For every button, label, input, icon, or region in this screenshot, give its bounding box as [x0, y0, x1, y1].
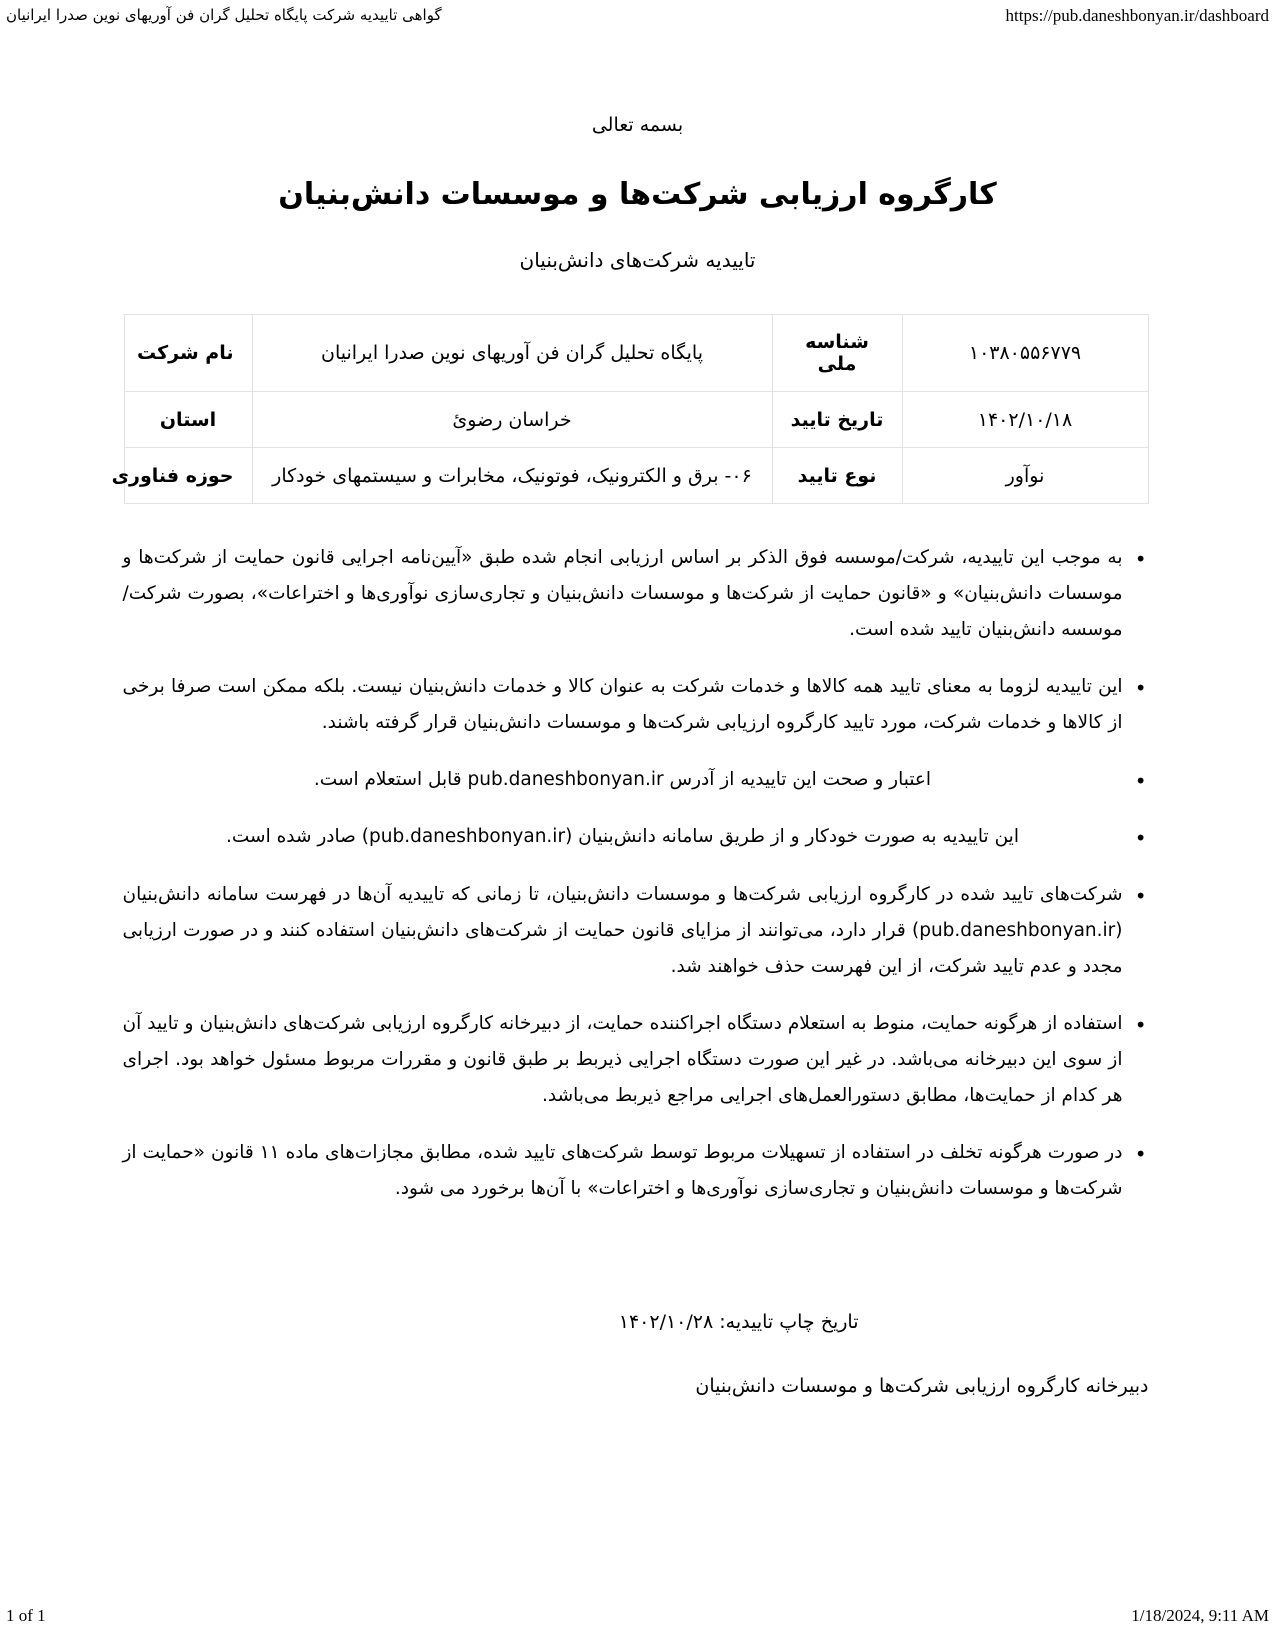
cell-approval-type-label: نوع تایید	[772, 448, 902, 504]
clause-list	[123, 540, 1149, 1207]
list-item: • در صورت هرگونه تخلف در استفاده از تسهیلات مربوط توسط شرکت‌های تایید شده، مطابق مجازات‌های ماده ۱۱ قانون «حمایت از شرکت‌ها و موسسات دانش‌بنیان و تجاری‌سازی نوآوری‌ها و اختراعات» با آن‌ها برخورد می شود.	[123, 1135, 1149, 1207]
print-date: تاریخ چاپ تاییدیه: ۱۴۰۲/۱۰/۲۸	[618, 1311, 859, 1334]
cell-national-id-value: ۱۰۳۸۰۵۵۶۷۷۹	[902, 315, 1148, 392]
cell-technology-field-value: ۰۶- برق و الکترونیک، فوتونیک، مخابرات و سیستمهای خودکار	[252, 448, 772, 504]
list-item: • اعتبار و صحت این تاییدیه از آدرس pub.daneshbonyan.ir قابل استعلام است.	[123, 762, 1149, 798]
print-header-page-title: گواهی تاییدیه شرکت پایگاه تحلیل گران فن آوریهای نوین صدرا ایرانیان	[6, 6, 442, 24]
page-title: کارگروه ارزیابی شرکت‌ها و موسسات دانش‌بنیان	[278, 176, 997, 212]
list-item: • این تاییدیه لزوما به معنای تایید همه کالاها و خدمات شرکت به عنوان کالا و خدمات دانش‌بنیان نیست. بلکه ممکن است صرفا برخی از کالاها و خدمات شرکت، مورد تایید کارگروه ارزیابی شرکت‌ها و موسسات دانش‌بنیان قرار گرفته باشند.	[123, 669, 1149, 741]
print-header-url: https://pub.daneshbonyan.ir/dashboard	[1005, 6, 1269, 25]
table-row	[124, 392, 1148, 448]
cell-approval-type-value: نوآور	[902, 448, 1148, 504]
cell-province-label: استان	[124, 392, 252, 448]
certificate-content	[111, 0, 1149, 1398]
cell-national-id-label: شناسه ملی	[772, 315, 902, 392]
page-subtitle: تاییدیه شرکت‌های دانش‌بنیان	[519, 248, 756, 273]
signature-line: دبیرخانه کارگروه ارزیابی شرکت‌ها و موسسات دانش‌بنیان	[695, 1375, 1149, 1398]
table-row	[124, 448, 1148, 504]
list-item: • این تاییدیه به صورت خودکار و از طریق سامانه دانش‌بنیان (pub.daneshbonyan.ir) صادر شده است.	[123, 819, 1149, 855]
list-item: • شرکت‌های تایید شده در کارگروه ارزیابی شرکت‌ها و موسسات دانش‌بنیان، تا زمانی که تاییدیه آن‌ها در فهرست سامانه دانش‌بنیان (pub.daneshbonyan.ir) قرار دارد، می‌توانند از مزایای قانون حمایت از شرکت‌های دانش‌بنیان استفاده کنند و در صورت ارزیابی مجدد و عدم تایید شرکت، از این فهرست حذف خواهند شد.	[123, 877, 1149, 985]
cell-approval-date-label: تاریخ تایید	[772, 392, 902, 448]
company-info-table	[111, 314, 1149, 504]
list-item: • استفاده از هرگونه حمایت، منوط به استعلام دستگاه اجراکننده حمایت، از دبیرخانه کارگروه ارزیابی شرکت‌های دانش‌بنیان و تایید آن از سوی این دبیرخانه می‌باشد. در غیر این صورت دستگاه اجرایی ذیربط بر طبق قانون و مقررات مربوط مسئول خواهد بود. اجرای هر کدام از حمایت‌ها، مطابق دستورالعمل‌های اجرایی مراجع ذیربط می‌باشد.	[123, 1006, 1149, 1114]
cell-company-name-label: نام شرکت	[124, 315, 252, 392]
cell-approval-date-value: ۱۴۰۲/۱۰/۱۸	[902, 392, 1148, 448]
browser-print-footer	[0, 1606, 1275, 1626]
bismillah-text: بسمه تعالی	[591, 114, 684, 136]
document-footer	[123, 1207, 1149, 1397]
print-footer-page-number: 1 of 1	[6, 1606, 46, 1625]
table-row	[124, 315, 1148, 392]
print-footer-timestamp: 1/18/2024, 9:11 AM	[1131, 1606, 1269, 1625]
cell-province-value: خراسان رضوئ	[252, 392, 772, 448]
list-item: • به موجب این تاییدیه، شرکت/موسسه فوق الذکر بر اساس ارزیابی انجام شده طبق «آیین‌نامه اجرایی قانون حمایت از شرکت‌ها و موسسات دانش‌بنیان» و «قانون حمایت از شرکت‌ها و موسسات دانش‌بنیان و تجاری‌سازی نوآوری‌ها و اختراعات»، بصورت شرکت/موسسه دانش‌بنیان تایید شده است.	[123, 540, 1149, 648]
cell-company-name-value: پایگاه تحلیل گران فن آوریهای نوین صدرا ایرانیان	[252, 315, 772, 392]
cell-technology-field-label: حوزه فناوری	[124, 448, 252, 504]
